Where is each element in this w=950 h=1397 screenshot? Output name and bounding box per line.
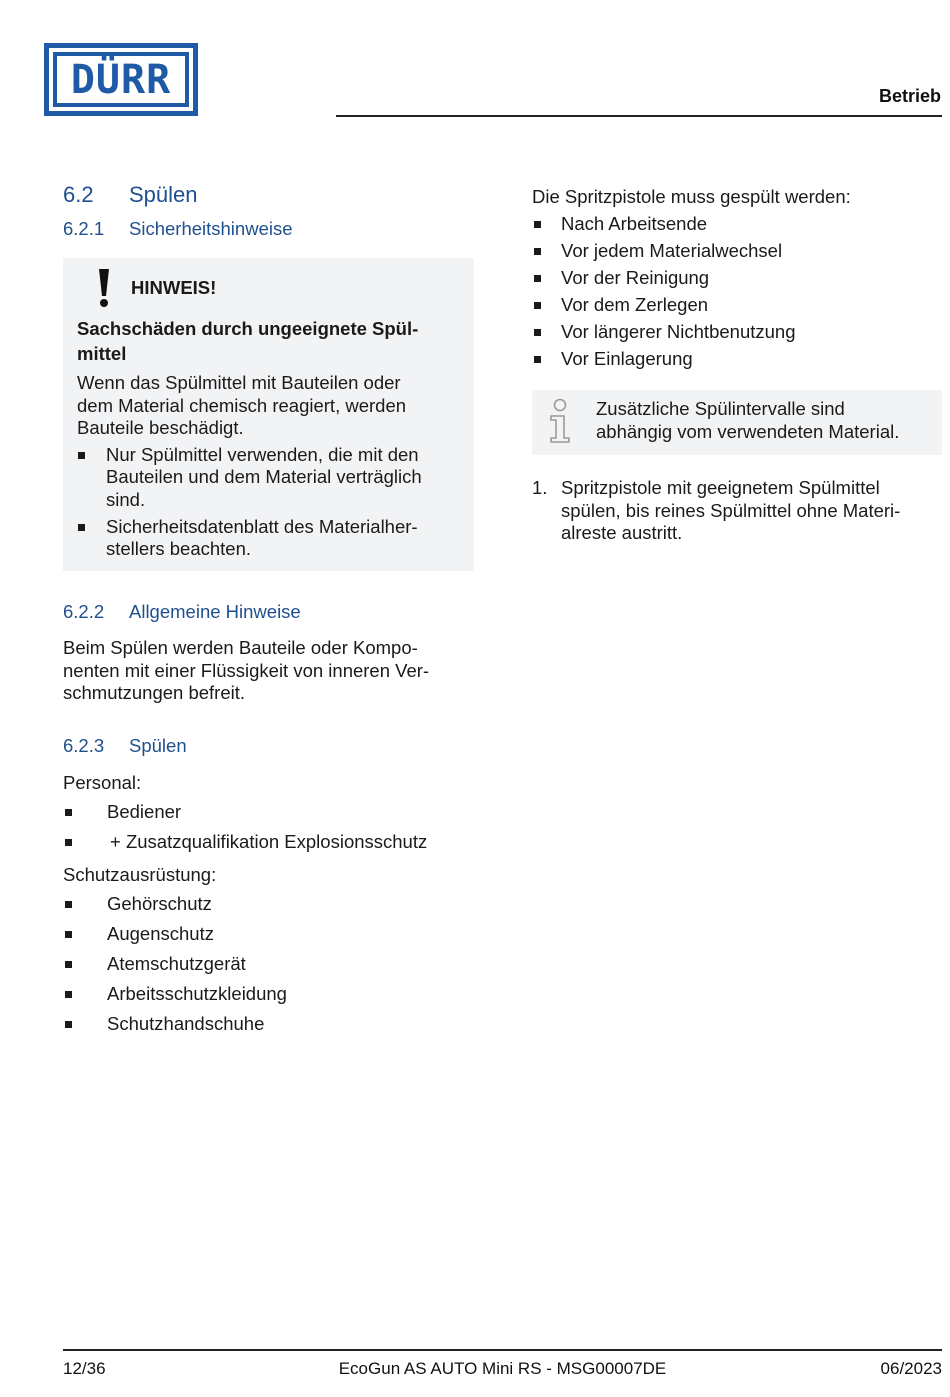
page-number: 12/36 xyxy=(63,1359,106,1378)
list-item: Gehörschutz xyxy=(63,893,474,916)
notice-title-line: mittel xyxy=(77,343,127,364)
notice-text-line: dem Material chemisch reagiert, werden xyxy=(77,394,407,416)
list-item: Augenschutz xyxy=(63,923,474,946)
list-item xyxy=(77,444,460,512)
section-title: Betrieb xyxy=(878,86,941,106)
equipment-label: Schutzausrüstung: xyxy=(63,863,217,885)
heading-number: 6.2.1 xyxy=(63,218,105,239)
text-line: schmutzungen befreit. xyxy=(63,682,246,703)
document-id: EcoGun AS AUTO Mini RS - MSG00007DE xyxy=(338,1359,667,1378)
left-column xyxy=(63,182,474,1043)
logo-core xyxy=(53,52,189,107)
intro-text: Die Spritzpistole muss gespült werden: xyxy=(532,186,851,207)
info-text-line: Zusätzliche Spülintervalle sind xyxy=(596,398,845,419)
step-text xyxy=(561,477,900,545)
heading-number: 6.2.3 xyxy=(63,734,105,756)
info-text-line: abhängig vom verwendeten Material. xyxy=(596,420,900,442)
footer-rule xyxy=(63,1349,942,1351)
list-item: Bediener xyxy=(63,801,474,824)
notice-text xyxy=(77,372,460,440)
duerr-logo xyxy=(44,43,198,116)
equipment-list xyxy=(63,893,474,1036)
logo-frame xyxy=(49,48,193,111)
step-text-line: alreste austritt. xyxy=(561,522,683,543)
notice-bullets xyxy=(77,444,460,561)
notice-title-line: Sachschäden durch ungeeignete Spül- xyxy=(77,318,419,339)
text-line: Beim Spülen werden Bauteile oder Kompo- xyxy=(63,637,418,658)
heading-text: Allgemeine Hinweise xyxy=(129,601,301,622)
step-item xyxy=(532,477,942,545)
heading-6-2-1 xyxy=(63,218,474,240)
list-item-line: stellers beachten. xyxy=(106,538,252,559)
notice-text-line: Wenn das Spülmittel mit Bauteilen oder xyxy=(77,372,401,393)
heading-text: Spülen xyxy=(129,734,187,756)
general-text xyxy=(63,637,474,705)
list-item: + Zusatzqualifikation Explosionsschutz xyxy=(63,831,474,854)
notice-text-line: Bauteile beschädigt. xyxy=(77,417,244,438)
notice-header xyxy=(77,266,460,310)
heading-6-2-2 xyxy=(63,601,474,623)
right-column xyxy=(532,186,942,545)
header-rule xyxy=(336,115,942,117)
list-item: Vor Einlagerung xyxy=(532,348,942,371)
list-item: Vor dem Zerlegen xyxy=(532,294,942,317)
list-item: Arbeitsschutzkleidung xyxy=(63,983,474,1006)
list-item: Vor der Reinigung xyxy=(532,267,942,290)
heading-6-2-3 xyxy=(63,735,474,757)
list-item: Vor längerer Nichtbenutzung xyxy=(532,321,942,344)
heading-text: Sicherheitshinweise xyxy=(129,218,293,239)
logo-text: DÜRR xyxy=(70,56,172,103)
text-line: nenten mit einer Flüssigkeit von inneren Ver- xyxy=(63,659,430,681)
occasion-list xyxy=(532,213,942,371)
info-icon xyxy=(546,398,596,449)
list-item xyxy=(77,516,460,561)
exclamation-icon xyxy=(77,268,131,308)
notice-label: HINWEIS! xyxy=(131,277,217,298)
list-item: Nach Arbeitsende xyxy=(532,213,942,236)
personnel-label: Personal: xyxy=(63,771,142,793)
heading-text: Spülen xyxy=(129,182,198,207)
list-item-line: sind. xyxy=(106,488,146,510)
heading-number: 6.2 xyxy=(63,182,94,207)
info-box xyxy=(532,390,942,455)
info-text xyxy=(596,398,899,449)
document-date: 06/2023 xyxy=(880,1359,942,1378)
list-item-line: Sicherheitsdatenblatt des Materialher- xyxy=(106,515,418,537)
list-item: Atemschutzgerät xyxy=(63,953,474,976)
notice-box xyxy=(63,258,474,571)
step-number: 1. xyxy=(532,477,548,498)
personnel-list xyxy=(63,801,474,854)
step-text-line: spülen, bis reines Spülmittel ohne Materi- xyxy=(561,499,901,521)
list-item: Schutzhandschuhe xyxy=(63,1013,474,1036)
list-item-line: Bauteilen und dem Material verträglich xyxy=(106,466,422,487)
list-item-line: Nur Spülmittel verwenden, die mit den xyxy=(106,443,419,465)
heading-6-2 xyxy=(63,182,474,208)
notice-title xyxy=(77,316,460,366)
step-text-line: Spritzpistole mit geeignetem Spülmittel xyxy=(561,477,880,498)
heading-number: 6.2.2 xyxy=(63,601,105,622)
step-list xyxy=(532,477,942,545)
list-item: Vor jedem Materialwechsel xyxy=(532,240,942,263)
